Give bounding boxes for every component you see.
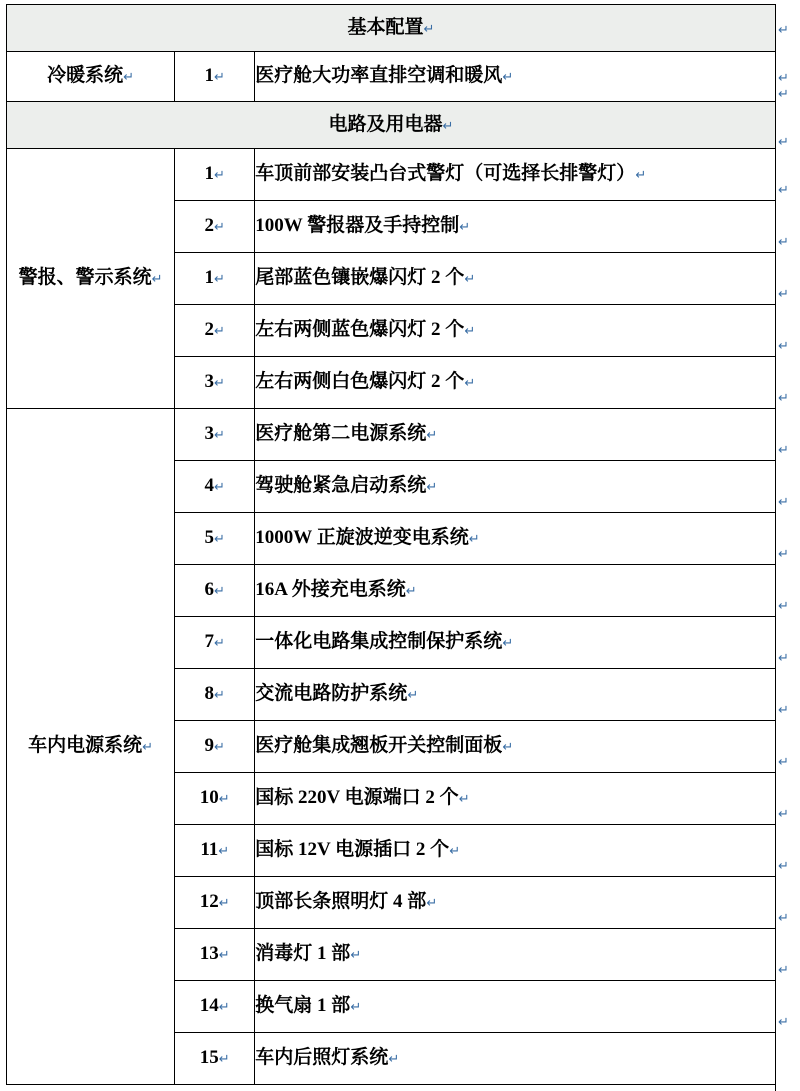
- paragraph-mark-icon: ↵: [214, 375, 225, 391]
- paragraph-mark-icon: ↵: [407, 687, 419, 703]
- paragraph-mark-icon: ↵: [426, 479, 438, 495]
- paragraph-mark-icon: ↵: [778, 338, 789, 353]
- paragraph-mark-icon: ↵: [214, 635, 225, 651]
- row-number: 14↵: [175, 981, 255, 1033]
- paragraph-mark-icon: ↵: [405, 583, 417, 599]
- row-description: 一体化电路集成控制保护系统↵: [255, 617, 776, 669]
- paragraph-mark-icon: ↵: [214, 583, 225, 599]
- paragraph-mark-icon: ↵: [350, 947, 362, 963]
- row-number: 1↵: [175, 149, 255, 201]
- paragraph-mark-icon: ↵: [778, 598, 789, 613]
- section-header-label: 基本配置: [347, 16, 424, 38]
- row-number: 6↵: [175, 565, 255, 617]
- row-description: 左右两侧蓝色爆闪灯 2 个↵: [255, 305, 776, 357]
- paragraph-mark-icon: ↵: [778, 234, 789, 249]
- section-header-label: 电路及用电器: [328, 113, 443, 135]
- paragraph-mark-icon: ↵: [778, 390, 789, 405]
- paragraph-mark-icon: ↵: [218, 843, 230, 859]
- row-number: 13↵: [175, 929, 255, 981]
- paragraph-mark-icon: ↵: [214, 323, 225, 339]
- paragraph-mark-icon: ↵: [778, 858, 789, 873]
- table-row: [7, 52, 776, 102]
- row-number: 3↵: [175, 357, 255, 409]
- section-header-basic: [7, 5, 776, 52]
- row-number: 1↵: [175, 52, 255, 102]
- paragraph-mark-icon: ↵: [218, 791, 230, 807]
- paragraph-mark-icon: ↵: [778, 442, 789, 457]
- row-number: 9↵: [175, 721, 255, 773]
- row-description: 换气扇 1 部↵: [255, 981, 776, 1033]
- paragraph-mark-icon: ↵: [426, 427, 438, 443]
- row-number: 2↵: [175, 305, 255, 357]
- row-description: 消毒灯 1 部↵: [255, 929, 776, 981]
- row-description: 车顶前部安装凸台式警灯（可选择长排警灯）↵: [255, 149, 776, 201]
- paragraph-mark-icon: ↵: [778, 70, 789, 85]
- paragraph-mark-icon: ↵: [778, 546, 789, 561]
- row-description: 左右两侧白色爆闪灯 2 个↵: [255, 357, 776, 409]
- paragraph-mark-icon: ↵: [778, 494, 789, 509]
- paragraph-mark-icon: ↵: [214, 531, 225, 547]
- paragraph-mark-icon: ↵: [502, 69, 514, 85]
- row-number: 7↵: [175, 617, 255, 669]
- paragraph-mark-icon: ↵: [502, 739, 514, 755]
- row-description: 交流电路防护系统↵: [255, 669, 776, 721]
- row-number: 5↵: [175, 513, 255, 565]
- paragraph-mark-icon: ↵: [123, 69, 135, 85]
- paragraph-mark-icon: ↵: [214, 427, 225, 443]
- paragraph-mark-icon: ↵: [635, 167, 647, 183]
- row-description: 顶部长条照明灯 4 部↵: [255, 877, 776, 929]
- paragraph-mark-icon: ↵: [442, 117, 454, 133]
- paragraph-mark-icon: ↵: [778, 702, 789, 717]
- paragraph-mark-icon: ↵: [214, 739, 225, 755]
- paragraph-mark-icon: ↵: [423, 20, 435, 36]
- paragraph-mark-icon: ↵: [459, 219, 471, 235]
- table-row: [7, 409, 776, 461]
- paragraph-mark-icon: ↵: [388, 1051, 400, 1067]
- row-description: 医疗舱集成翘板开关控制面板↵: [255, 721, 776, 773]
- row-description: 国标 220V 电源端口 2 个↵: [255, 773, 776, 825]
- row-number: 8↵: [175, 669, 255, 721]
- paragraph-mark-icon: ↵: [778, 86, 789, 101]
- paragraph-mark-icon: ↵: [468, 531, 480, 547]
- row-description: 车内后照灯系统↵: [255, 1033, 776, 1085]
- row-number: 3↵: [175, 409, 255, 461]
- paragraph-mark-icon: ↵: [214, 479, 225, 495]
- paragraph-mark-icon: ↵: [426, 895, 438, 911]
- paragraph-mark-icon: ↵: [778, 286, 789, 301]
- group-label-hvac: 冷暖系统↵: [7, 52, 175, 102]
- table-row: [7, 102, 776, 149]
- paragraph-mark-icon: ↵: [214, 167, 225, 183]
- paragraph-mark-icon: ↵: [778, 910, 789, 925]
- paragraph-mark-icon: ↵: [218, 895, 230, 911]
- row-description: 1000W 正旋波逆变电系统↵: [255, 513, 776, 565]
- row-number: 1↵: [175, 253, 255, 305]
- paragraph-mark-icon: ↵: [778, 806, 789, 821]
- paragraph-mark-icon: ↵: [778, 962, 789, 977]
- group-label-alarm: 警报、警示系统↵: [7, 149, 175, 409]
- paragraph-mark-icon: ↵: [778, 134, 789, 149]
- paragraph-mark-icon: ↵: [214, 687, 225, 703]
- specification-table: [6, 4, 776, 1085]
- group-label-power: 车内电源系统↵: [7, 409, 175, 1085]
- document-page: [0, 4, 800, 1091]
- row-description: 驾驶舱紧急启动系统↵: [255, 461, 776, 513]
- paragraph-mark-icon: ↵: [778, 22, 789, 37]
- paragraph-mark-icon: ↵: [502, 635, 514, 651]
- paragraph-mark-icon: ↵: [778, 754, 789, 769]
- paragraph-mark-icon: ↵: [214, 271, 225, 287]
- row-number: 11↵: [175, 825, 255, 877]
- paragraph-mark-icon: ↵: [218, 999, 230, 1015]
- row-number: 15↵: [175, 1033, 255, 1085]
- paragraph-mark-icon: ↵: [778, 650, 789, 665]
- paragraph-mark-icon: ↵: [214, 219, 225, 235]
- paragraph-mark-icon: ↵: [151, 271, 163, 287]
- row-number: 10↵: [175, 773, 255, 825]
- paragraph-mark-icon: ↵: [218, 947, 230, 963]
- section-header-electrical: [7, 102, 776, 149]
- row-description: 100W 警报器及手持控制↵: [255, 201, 776, 253]
- paragraph-mark-icon: ↵: [350, 999, 362, 1015]
- paragraph-mark-icon: ↵: [464, 375, 476, 391]
- paragraph-mark-icon: ↵: [464, 271, 476, 287]
- paragraph-mark-icon: ↵: [778, 182, 789, 197]
- row-number: 4↵: [175, 461, 255, 513]
- row-description: 国标 12V 电源插口 2 个↵: [255, 825, 776, 877]
- row-number: 2↵: [175, 201, 255, 253]
- row-description: 医疗舱大功率直排空调和暖风↵: [255, 52, 776, 102]
- paragraph-mark-icon: ↵: [458, 791, 470, 807]
- paragraph-mark-gutter: [776, 8, 800, 1091]
- paragraph-mark-icon: ↵: [449, 843, 461, 859]
- table-row: [7, 5, 776, 52]
- row-number: 12↵: [175, 877, 255, 929]
- paragraph-mark-icon: ↵: [214, 69, 225, 85]
- paragraph-mark-icon: ↵: [464, 323, 476, 339]
- row-description: 尾部蓝色镶嵌爆闪灯 2 个↵: [255, 253, 776, 305]
- paragraph-mark-icon: ↵: [218, 1051, 230, 1067]
- row-description: 16A 外接充电系统↵: [255, 565, 776, 617]
- paragraph-mark-icon: ↵: [142, 739, 154, 755]
- row-description: 医疗舱第二电源系统↵: [255, 409, 776, 461]
- paragraph-mark-icon: ↵: [778, 1014, 789, 1029]
- table-row: [7, 149, 776, 201]
